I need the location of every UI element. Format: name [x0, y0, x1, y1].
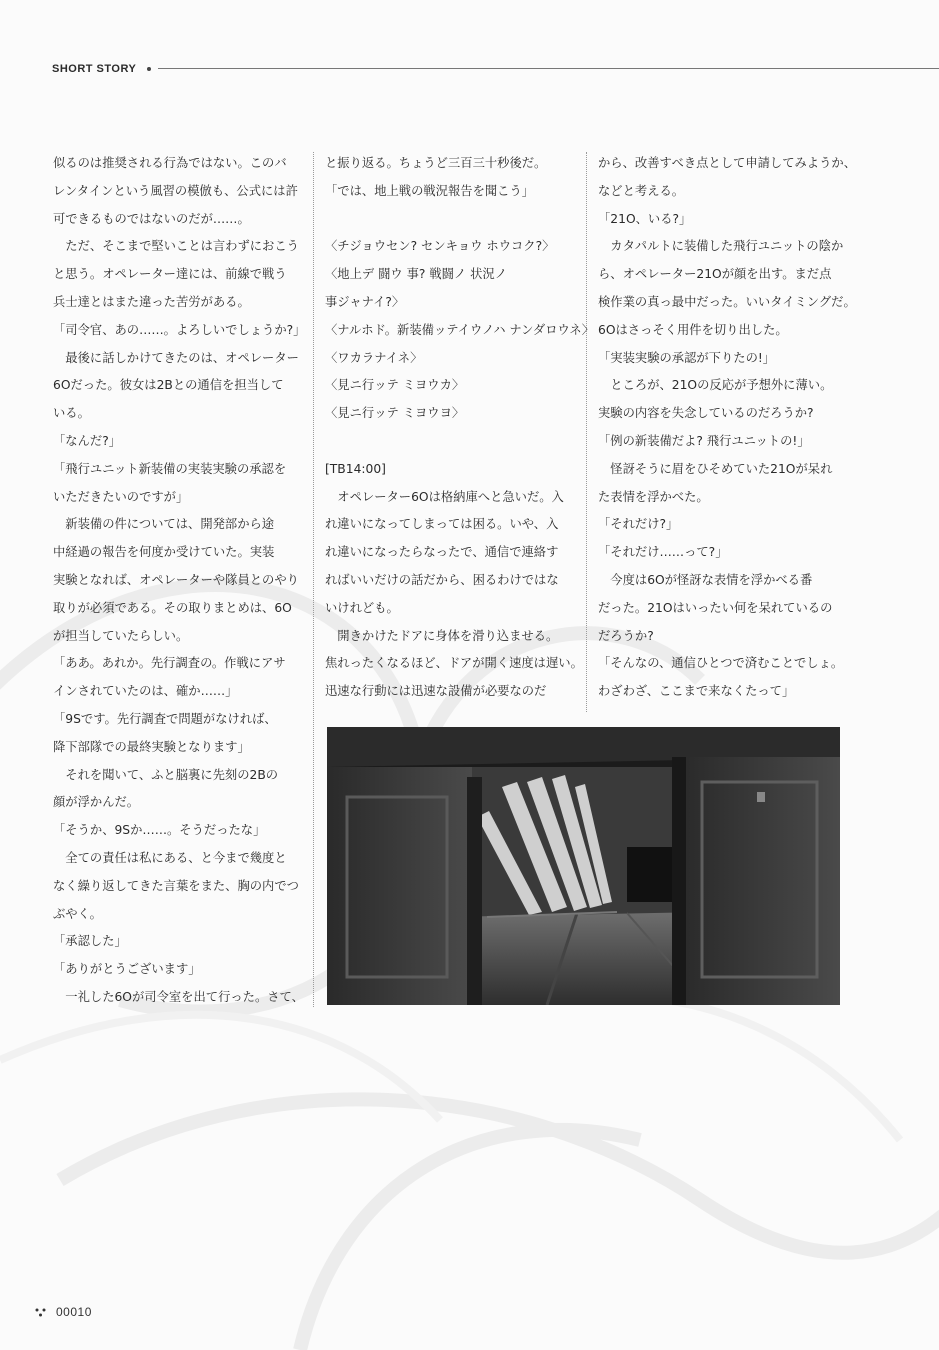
text-line: 中経過の報告を何度か受けていた。実装 [53, 545, 275, 560]
text-line: 「21O、いる?」 [598, 211, 692, 226]
text-line: 焦れったくなるほど、ドアが開く速度は遅い。 [325, 656, 583, 671]
text-line: 新装備の件については、開発部から途 [65, 517, 275, 532]
column-divider-1 [313, 152, 314, 1007]
page-header [52, 60, 939, 78]
text-line: 「例の新装備だよ? 飛行ユニットの!」 [598, 433, 810, 448]
text-line: 「それだけ……って?」 [598, 545, 728, 560]
text-line: と思う。オペレーター達には、前線で戦う [53, 267, 287, 282]
text-line: 「司令官、あの……。よろしいでしょうか?」 [53, 322, 306, 337]
dots-icon [34, 1306, 48, 1318]
header-rule [158, 68, 939, 69]
text-line: なく繰り返してきた言葉をまた、胸の内でつ [53, 878, 299, 893]
text-line: 今度は6Oが怪訝な表情を浮かべる番 [610, 572, 813, 587]
text-line: 「承認した」 [53, 934, 127, 949]
text-line: 〈地上デ 闘ウ 事? 戦闘ノ 状況ノ [325, 267, 508, 282]
text-line: 全ての責任は私にある、と今まで幾度と [65, 850, 287, 865]
text-line: から、改善すべき点として申請してみようか、 [598, 156, 856, 170]
text-line: 実験となれば、オペレーターや隊員とのやり [53, 572, 299, 587]
text-line: 〈ワカラナイネ〉 [325, 350, 423, 365]
text-line: 〈見ニ行ッテ ミヨウカ〉 [325, 378, 465, 393]
text-line: 「9Sです。先行調査で問題がなければ、 [53, 711, 277, 726]
text-line: レンタインという風習の模倣も、公式には許 [53, 183, 298, 198]
section-title: SHORT STORY [52, 63, 137, 75]
text-line: 〈チジョウセン? センキョウ ホウコク?〉 [325, 239, 555, 254]
text-line: が担当していたらしい。 [53, 628, 189, 643]
column-divider-2 [586, 152, 587, 712]
text-line: ればいいだけの話だから、困るわけではな [325, 572, 559, 587]
text-line: 「それだけ?」 [598, 517, 679, 532]
bullet-dot [147, 67, 151, 71]
text-line: いただきたいのですが」 [53, 489, 189, 504]
text-line: 〈ナルホド。新装備ッテイウノハ ナンダロウネ〉 [325, 322, 595, 337]
text-line: た表情を浮かべた。 [598, 489, 709, 504]
blank-line [325, 206, 575, 234]
text-line: などと考える。 [598, 183, 685, 198]
text-line: 「飛行ユニット新装備の実装実験の承認を [53, 461, 287, 476]
text-line: インされていたのは、確か……」 [53, 684, 238, 699]
text-line: 怪訝そうに眉をひそめていた21Oが呆れ [610, 461, 833, 476]
text-line: 事ジャナイ?〉 [325, 294, 405, 309]
text-line: 開きかけたドアに身体を滑り込ませる。 [337, 628, 559, 643]
time-stamp: [TB14:00] [325, 461, 386, 476]
text-line: 降下部隊での最終実験となります」 [53, 739, 250, 754]
text-line: 「ああ。あれか。先行調査の。作戦にアサ [53, 656, 286, 671]
text-column-3 [598, 150, 856, 706]
text-column-1 [53, 150, 306, 1012]
text-line: 6Oだった。彼女は2Bとの通信を担当して [53, 378, 284, 393]
page-number: 00010 [56, 1305, 92, 1319]
text-line: 「実装実験の承認が下りたの!」 [598, 350, 776, 365]
text-line: 似るのは推奨される行為ではない。このバ [53, 156, 287, 170]
text-line: 最後に話しかけてきたのは、オペレーター [65, 350, 299, 365]
text-line: 〈見ニ行ッテ ミヨウヨ〉 [325, 406, 465, 421]
text-line: れ違いになったらなったで、通信で連絡す [325, 545, 559, 560]
text-line: 一礼した6Oが司令室を出て行った。さて、 [65, 989, 304, 1004]
text-line: ら、オペレーター21Oが顔を出す。まだ点 [598, 267, 832, 282]
text-line: と振り返る。ちょうど三百三十秒後だ。 [325, 156, 547, 170]
text-line: だった。21Oはいったい何を呆れているの [598, 600, 833, 615]
text-line: 検作業の真っ最中だった。いいタイミングだ。 [598, 294, 856, 309]
text-line: それを聞いて、ふと脳裏に先刻の2Bの [65, 767, 279, 782]
text-line: カタパルトに装備した飛行ユニットの陰か [610, 239, 844, 254]
text-column-2 [325, 150, 595, 706]
text-line: わざわざ、ここまで来なくたって」 [598, 684, 795, 699]
text-line: ぶやく。 [53, 906, 102, 921]
text-line: ところが、21Oの反応が予想外に薄い。 [610, 378, 833, 393]
text-line: 兵士達とはまた違った苦労がある。 [53, 294, 250, 309]
text-line: ただ、そこまで堅いことは言わずにおこう [65, 239, 299, 254]
text-line: 「ありがとうございます」 [53, 962, 201, 977]
text-line: 顔が浮かんだ。 [53, 795, 140, 810]
text-line: いけれども。 [325, 600, 399, 615]
text-line: いる。 [53, 406, 90, 421]
text-line: 迅速な行動には迅速な設備が必要なのだ [325, 684, 547, 699]
text-line: 「そうか、9Sか……。そうだったな」 [53, 823, 266, 838]
text-line: 6Oはさっそく用件を切り出した。 [598, 322, 788, 337]
blank-line [325, 428, 575, 456]
hangar-illustration [327, 727, 840, 1005]
text-line: 「なんだ?」 [53, 433, 122, 448]
text-line: 実験の内容を失念しているのだろうか? [598, 406, 814, 421]
text-line: 「そんなの、通信ひとつで済むことでしょ。 [598, 656, 844, 671]
text-line: れ違いになってしまっては困る。いや、入 [325, 517, 559, 532]
text-line: 「では、地上戦の戦況報告を聞こう」 [325, 183, 535, 198]
text-line: だろうか? [598, 628, 654, 643]
text-line: 可できるものではないのだが……。 [53, 211, 250, 226]
text-line: オペレーター6Oは格納庫へと急いだ。入 [337, 489, 564, 504]
text-line: 取りが必須である。その取りまとめは、6O [53, 600, 292, 615]
